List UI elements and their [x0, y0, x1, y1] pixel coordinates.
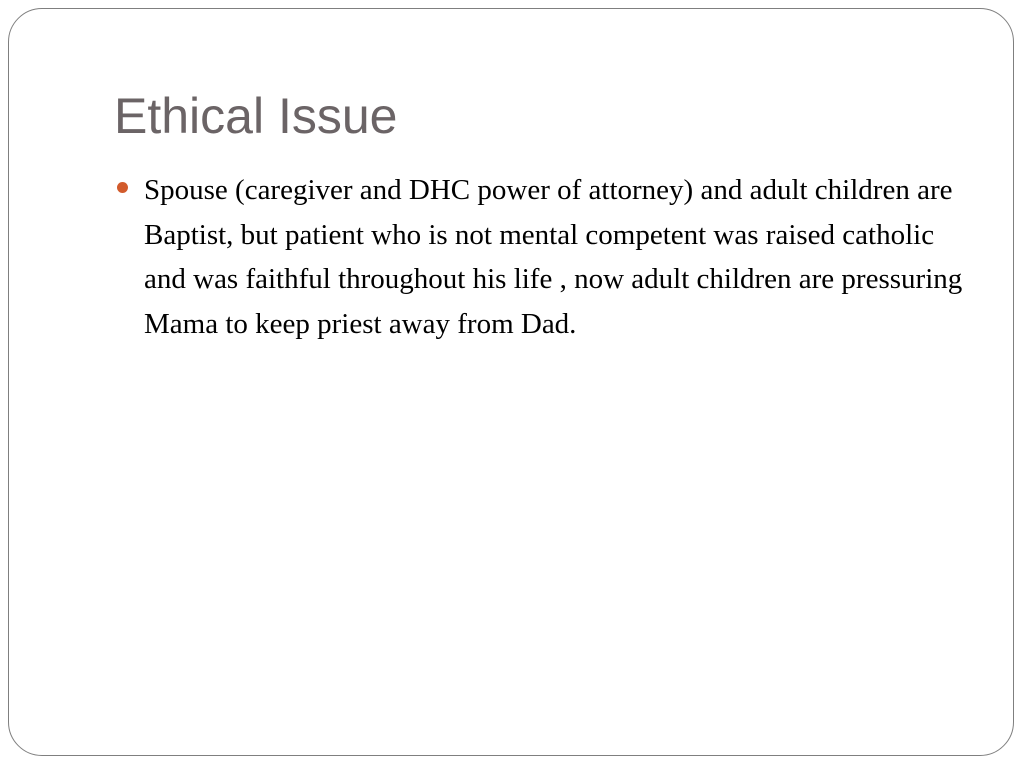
bullet-item: [116, 168, 976, 346]
slide-title: Ethical Issue: [114, 88, 398, 144]
bullet-text: Spouse (caregiver and DHC power of attorney) and adult children are Baptist, but patient who is not mental competent was raised catholic and was faithful throughout his life , now adult children are pressuring Mama to keep priest away from Dad.: [144, 174, 963, 340]
content-body: [116, 168, 976, 346]
bullet-dot-icon: [117, 182, 128, 193]
